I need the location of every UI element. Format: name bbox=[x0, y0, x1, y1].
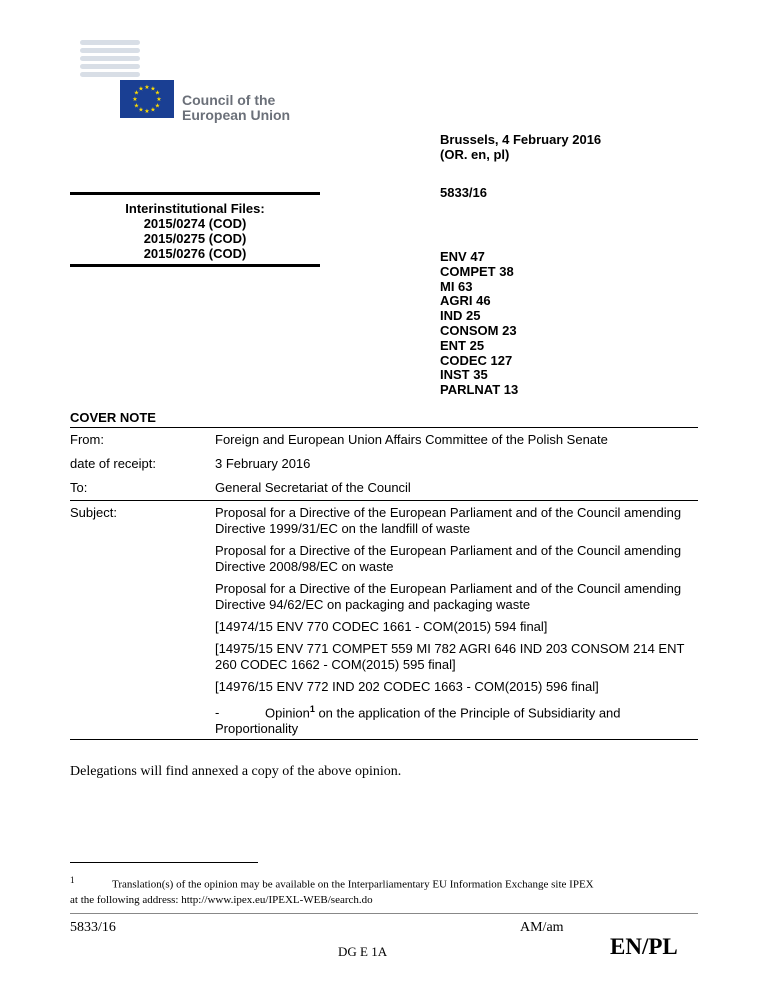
svg-text:★: ★ bbox=[154, 89, 161, 97]
code-item: CONSOM 23 bbox=[440, 322, 517, 338]
subject-item: [14974/15 ENV 770 CODEC 1661 - COM(2015) 594 final] bbox=[215, 619, 548, 634]
svg-text:★: ★ bbox=[150, 85, 156, 93]
to-label: To: bbox=[70, 480, 88, 495]
subject-item: Proposal for a Directive of the European Parliament and of the Council amending Directive 1999/31/EC on the landfill of waste bbox=[215, 505, 682, 536]
organization-line-2: European Union bbox=[182, 107, 291, 123]
footnote-ref: 1 bbox=[309, 704, 315, 714]
council-logo bbox=[60, 40, 300, 130]
code-item: COMPET 38 bbox=[440, 263, 514, 279]
receipt-row bbox=[70, 452, 698, 476]
document-number: 5833/16 bbox=[440, 185, 487, 200]
opinion-word: Opinion bbox=[265, 705, 310, 721]
footnote-text-line2: at the following address: http://www.ipex.eu/IPEXL-WEB/search.do bbox=[70, 893, 373, 906]
from-label: From: bbox=[70, 432, 104, 447]
subject-item: [14976/15 ENV 772 IND 202 CODEC 1663 - COM(2015) 596 final] bbox=[215, 679, 599, 694]
svg-text:★: ★ bbox=[150, 106, 156, 114]
opinion-dash: - bbox=[215, 705, 220, 721]
code-item: IND 25 bbox=[440, 308, 481, 324]
from-value: Foreign and European Union Affairs Committee of the Polish Senate bbox=[215, 432, 608, 447]
opinion-text: on the application of the Principle of Subsidiarity and bbox=[314, 705, 621, 721]
classification-codes bbox=[440, 250, 518, 398]
opinion-line bbox=[215, 701, 698, 737]
code-item: INST 35 bbox=[440, 367, 488, 383]
organization-name bbox=[182, 93, 290, 123]
footer-rule bbox=[70, 913, 698, 914]
subject-value bbox=[215, 505, 698, 737]
svg-text:★: ★ bbox=[133, 102, 140, 110]
subject-item: Proposal for a Directive of the European Parliament and of the Council amending Directive 2008/98/EC on waste bbox=[215, 543, 682, 574]
to-value: General Secretariat of the Council bbox=[215, 480, 411, 495]
footnote-line-1 bbox=[70, 873, 700, 893]
svg-text:★: ★ bbox=[144, 108, 150, 115]
receipt-value: 3 February 2016 bbox=[215, 456, 311, 471]
subject-label: Subject: bbox=[70, 505, 117, 520]
svg-text:★: ★ bbox=[133, 89, 140, 97]
footer-doc-ref: 5833/16 bbox=[70, 920, 116, 935]
interinstitutional-files-box bbox=[70, 192, 320, 267]
svg-text:★: ★ bbox=[138, 85, 144, 93]
cover-note-title: COVER NOTE bbox=[70, 410, 156, 425]
code-item: CODEC 127 bbox=[440, 352, 513, 368]
eu-flag-icon bbox=[120, 80, 174, 118]
subject-row bbox=[70, 500, 698, 740]
receipt-label: date of receipt: bbox=[70, 456, 156, 471]
organization-line-1: Council of the bbox=[182, 92, 276, 108]
interinstitutional-file: 2015/0274 (COD) bbox=[143, 216, 247, 231]
svg-text:★: ★ bbox=[154, 102, 161, 110]
code-item: PARLNAT 13 bbox=[440, 382, 519, 398]
code-item: ENV 47 bbox=[440, 249, 485, 264]
code-item: MI 63 bbox=[440, 278, 473, 294]
footnote-number: 1 bbox=[70, 875, 75, 885]
footer-initials: AM/am bbox=[520, 920, 564, 935]
from-row bbox=[70, 427, 698, 452]
svg-text:★: ★ bbox=[132, 96, 138, 103]
svg-text:★: ★ bbox=[138, 106, 144, 114]
footnote bbox=[70, 873, 700, 908]
subject-item: [14975/15 ENV 771 COMPET 559 MI 782 AGRI 646 IND 203 CONSOM 214 ENT 260 CODEC 1662 - COM(2015) 595 final] bbox=[215, 641, 685, 672]
body-text: Delegations will find annexed a copy of the above opinion. bbox=[70, 764, 402, 779]
interinstitutional-title: Interinstitutional Files: bbox=[125, 201, 265, 216]
place-date: Brussels, 4 February 2016 bbox=[440, 132, 602, 147]
opinion-text-line2: Proportionality bbox=[215, 721, 299, 737]
footer-dg: DG E 1A bbox=[338, 944, 388, 959]
interinstitutional-file: 2015/0275 (COD) bbox=[143, 231, 247, 246]
footnote-separator bbox=[70, 862, 258, 863]
footnote-text: Translation(s) of the opinion may be available on the Interparliamentary EU Information Exchange site IPEX bbox=[112, 878, 594, 891]
code-item: ENT 25 bbox=[440, 337, 485, 353]
original-language: (OR. en, pl) bbox=[440, 147, 510, 162]
to-row bbox=[70, 476, 698, 500]
cover-note-table bbox=[70, 427, 698, 740]
subject-item: Proposal for a Directive of the European Parliament and of the Council amending Directive 94/62/EC on packaging and packaging waste bbox=[215, 581, 682, 612]
svg-text:★: ★ bbox=[156, 96, 162, 103]
svg-text:★: ★ bbox=[144, 84, 150, 91]
footer-languages: EN/PL bbox=[610, 934, 678, 959]
code-item: AGRI 46 bbox=[440, 293, 491, 309]
interinstitutional-file: 2015/0276 (COD) bbox=[143, 246, 247, 261]
